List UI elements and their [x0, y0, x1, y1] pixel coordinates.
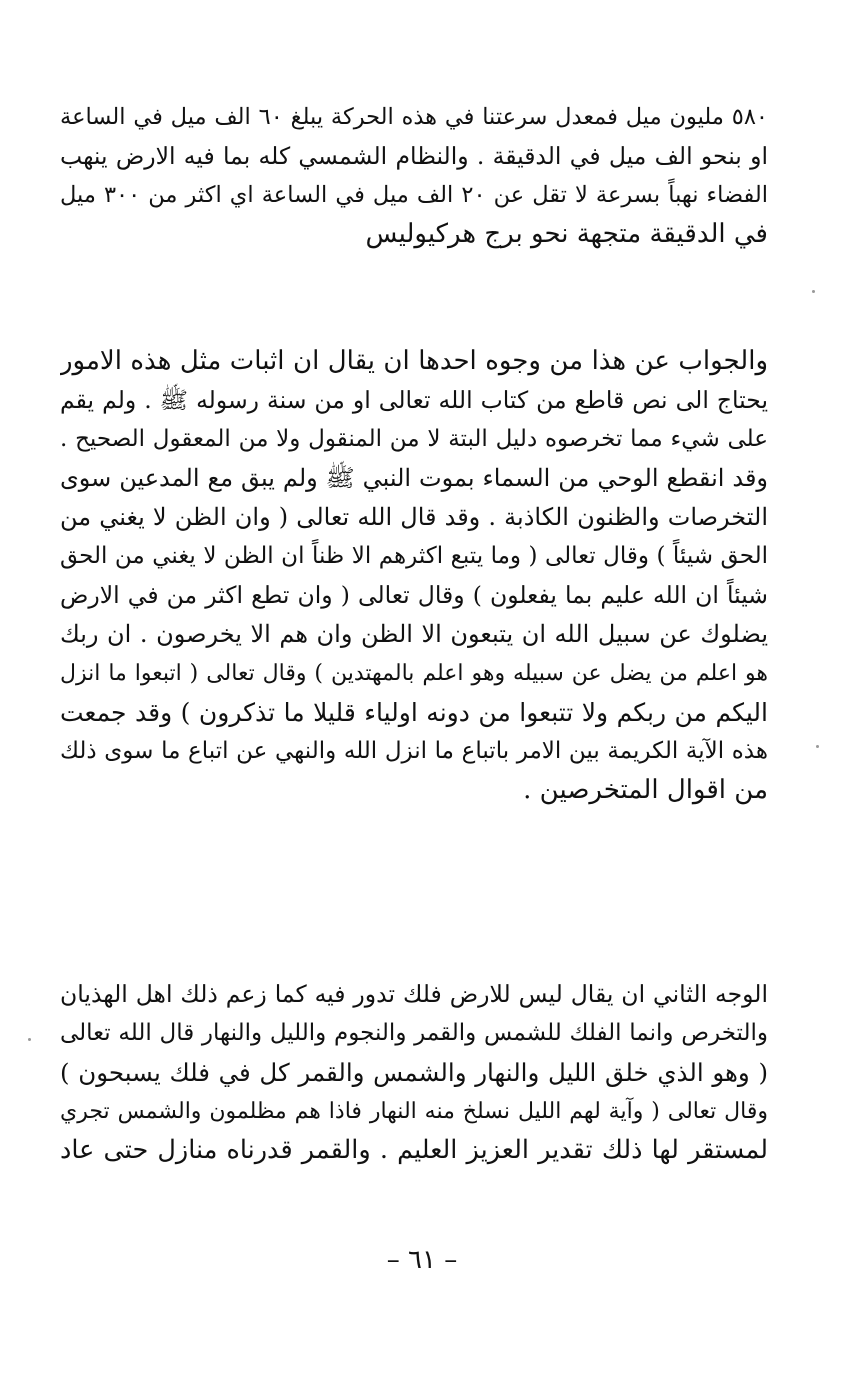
- text-line: والتخرص وانما الفلك للشمس والقمر والنجوم والليل والنهار قال الله تعالى: [60, 1020, 768, 1046]
- scan-speck: [28, 1038, 31, 1041]
- text-line: في الدقيقة متجهة نحو برج هركيوليس: [365, 219, 768, 249]
- text-line: الحق شيئاً ) وقال تعالى ( وما يتبع اكثرهم الا ظناً ان الظن لا يغني من الحق: [60, 543, 768, 569]
- text-line: وقد انقطع الوحي من السماء بموت النبي ﷺ ولم يبق مع المدعين سوى: [60, 464, 768, 492]
- text-line: يضلوك عن سبيل الله ان يتبعون الا الظن وان هم الا يخرصون . ان ربك: [60, 620, 768, 648]
- text-line: التخرصات والظنون الكاذبة . وقد قال الله تعالى ( وان الظن لا يغني من: [60, 503, 768, 531]
- scan-speck: [816, 745, 819, 748]
- text-line: شيئاً ان الله عليم بما يفعلون ) وقال تعالى ( وان تطع اكثر من في الارض: [60, 581, 768, 609]
- text-line: او بنحو الف ميل في الدقيقة . والنظام الشمسي كله بما فيه الارض ينهب: [60, 142, 768, 170]
- text-line: الفضاء نهباً بسرعة لا تقل عن ٢٠ الف ميل في الساعة اي اكثر من ٣٠٠ ميل: [60, 182, 768, 208]
- text-line: من اقوال المتخرصين .: [523, 775, 768, 805]
- text-line: على شيء مما تخرصوه دليل البتة لا من المنقول ولا من المعقول الصحيح .: [60, 426, 768, 452]
- text-line: هو اعلم من يضل عن سبيله وهو اعلم بالمهتدين ) وقال تعالى ( اتبعوا ما انزل: [60, 661, 768, 686]
- text-line: لمستقر لها ذلك تقدير العزيز العليم . والقمر قدرناه منازل حتى عاد: [60, 1135, 768, 1165]
- text-line: اليكم من ربكم ولا تتبعوا من دونه اولياء قليلا ما تذكرون ) وقد جمعت: [60, 698, 768, 727]
- paragraph-2: [60, 342, 768, 810]
- text-line: يحتاج الى نص قاطع من كتاب الله تعالى او من سنة رسوله ﷺ . ولم يقم: [60, 386, 768, 414]
- paragraph-3: [60, 975, 768, 1170]
- text-line: وقال تعالى ( وآية لهم الليل نسلخ منه النهار فاذا هم مظلمون والشمس تجري: [60, 1099, 768, 1124]
- text-line: والجواب عن هذا من وجوه احدها ان يقال ان اثبات مثل هذه الامور: [60, 346, 768, 376]
- paragraph-1: [60, 98, 768, 254]
- text-line: الوجه الثاني ان يقال ليس للارض فلك تدور فيه كما زعم ذلك اهل الهذيان: [60, 980, 768, 1008]
- text-line: ٥٨٠ مليون ميل فمعدل سرعتنا في هذه الحركة يبلغ ٦٠ الف ميل في الساعة: [60, 104, 768, 130]
- scan-speck: [812, 290, 815, 293]
- page-number: – ٦١ –: [386, 1245, 458, 1275]
- text-line: هذه الآية الكريمة بين الامر باتباع ما انزل الله والنهي عن اتباع ما سوى ذلك: [60, 738, 768, 764]
- text-line: ( وهو الذي خلق الليل والنهار والشمس والقمر كل في فلك يسبحون ): [60, 1058, 768, 1087]
